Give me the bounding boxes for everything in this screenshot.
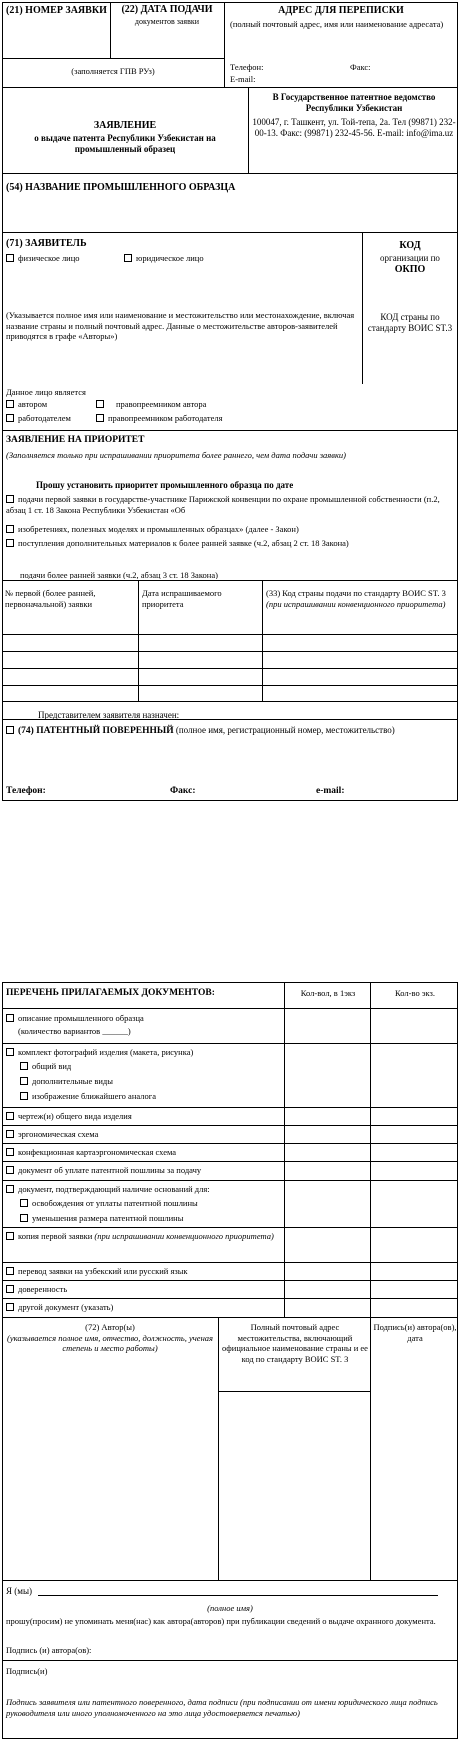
filled-by-note: (заполняется ГПВ РУз) xyxy=(71,66,155,76)
representative-assigned: Представителем заявителя назначен: xyxy=(38,710,180,720)
doc-translation-label: перевод заявки на узбекский или русский язык xyxy=(18,1266,188,1276)
filing-date-sublabel: документов заявки xyxy=(134,16,200,26)
assignee-employer-label: правопреемником работодателя xyxy=(108,413,223,423)
email-label: e-mail: xyxy=(316,786,345,796)
country-code-col-note: (при испрашивании конвенционного приоритета) xyxy=(266,598,446,609)
priority-additional-checkbox[interactable] xyxy=(6,539,14,547)
attorney-label: (74) ПАТЕНТНЫЙ ПОВЕРЕННЫЙ xyxy=(18,726,174,736)
is-person-label: Данное лицо является xyxy=(6,387,86,397)
design-name-label: (54) НАЗВАНИЕ ПРОМЫШЛЕННОГО ОБРАЗЦА xyxy=(6,182,236,193)
author-label: автором xyxy=(18,399,48,409)
doc-translation-checkbox[interactable] xyxy=(6,1267,14,1275)
doc-other-checkbox[interactable] xyxy=(6,1303,14,1311)
applicant-label: (71) ЗАЯВИТЕЛЬ xyxy=(6,238,87,249)
country-code-label: КОД страны по стандарту ВОИС ST.3 xyxy=(367,312,453,334)
priority-earlier-label: подачи более ранней заявки (ч.2, абзац 3 ст. 18 Закона) xyxy=(20,570,218,579)
doc-additional-views-checkbox[interactable] xyxy=(20,1077,28,1085)
documents-title: ПЕРЕЧЕНЬ ПРИЛАГАЕМЫХ ДОКУМЕНТОВ: xyxy=(6,988,215,998)
doc-drawings-checkbox[interactable] xyxy=(6,1112,14,1120)
doc-ergonomic-label: эргономическая схема xyxy=(18,1129,99,1139)
doc-ergonomic-checkbox[interactable] xyxy=(6,1130,14,1138)
assignee-author-label: правопреемником автора xyxy=(116,399,207,409)
correspondence-title: АДРЕС ДЛЯ ПЕРЕПИСКИ xyxy=(278,5,404,16)
doc-fee-reduce-label: уменьшения размера патентной пошлины xyxy=(32,1213,184,1223)
physical-person-checkbox[interactable] xyxy=(6,254,14,262)
corr-email-label: E-mail: xyxy=(230,74,256,84)
corr-phone-label: Телефон: xyxy=(230,62,264,72)
priority-note: (Заполняется только при испрашивании приоритета более раннего, чем дата подачи заявки) xyxy=(6,450,346,460)
signature-label: Подпись(и) xyxy=(6,1666,48,1676)
authors-note: (указывается полное имя, отчество, должность, ученая степень и место работы) xyxy=(6,1332,213,1354)
employer-checkbox[interactable] xyxy=(6,414,14,422)
doc-drawings-label: чертеж(и) общего вида изделия xyxy=(18,1111,132,1121)
doc-description-checkbox[interactable] xyxy=(6,1014,14,1022)
doc-description-label: описание промышленного образца xyxy=(18,1013,144,1023)
doc-other-label: другой документ (указать) xyxy=(18,1302,114,1312)
corr-fax-label: Факс: xyxy=(350,62,371,72)
sheets-col-header: Кол-вол, в 1экз xyxy=(300,988,356,998)
priority-title: ЗАЯВЛЕНИЕ НА ПРИОРИТЕТ xyxy=(6,435,145,445)
correspondence-sublabel: (полный почтовый адрес, имя или наименование адресата) xyxy=(230,19,444,29)
doc-first-app-copy-note: (при испрашивании конвенционного приоритета) xyxy=(94,1231,274,1241)
doc-power-of-attorney-checkbox[interactable] xyxy=(6,1285,14,1293)
doc-grounds-checkbox[interactable] xyxy=(6,1185,14,1193)
priority-law-checkbox[interactable] xyxy=(6,525,14,533)
doc-general-view-checkbox[interactable] xyxy=(20,1062,28,1070)
phone-label: Телефон: xyxy=(6,786,46,796)
address-col-header: Полный почтовый адрес местожительства, включающий официальное наименование страны и ее код по стандарту ВОИС ST. 3 xyxy=(222,1322,368,1364)
doc-fee-reduce-checkbox[interactable] xyxy=(20,1214,28,1222)
doc-power-of-attorney-label: доверенность xyxy=(18,1284,68,1294)
doc-confection-label: конфекционная картаэргономическая схема xyxy=(18,1147,177,1157)
i-we-label: Я (мы) xyxy=(6,1586,32,1596)
physical-person-label: физическое лицо xyxy=(18,253,80,263)
statement-subtitle: о выдаче патента Республики Узбекистан на промышленный образец xyxy=(34,132,216,154)
doc-first-app-copy-checkbox[interactable] xyxy=(6,1232,14,1240)
i-we-name-line[interactable] xyxy=(38,1595,438,1596)
country-code-col: (33) Код страны подачи по стандарту ВОИС ST. 3 xyxy=(266,588,446,598)
doc-fee-exempt-label: освобождения от уплаты патентной пошлины xyxy=(32,1198,198,1208)
applicant-note: (Указывается полное имя или наименование и местожительство или местонахождение, включая название страны и полный почтовый адрес. Данные о местожительстве авторов-заявителей приводятся в графе «Авторы») xyxy=(6,310,355,342)
author-checkbox[interactable] xyxy=(6,400,14,408)
doc-photos-label: комплект фотографий изделия (макета, рисунка) xyxy=(18,1047,194,1057)
doc-analog-image-label: изображение ближайшего аналога xyxy=(32,1091,156,1101)
code-sublabel: организации по xyxy=(380,252,440,263)
okpo-label: ОКПО xyxy=(394,263,426,275)
code-title: КОД xyxy=(399,240,421,251)
priority-date-col: Дата испрашиваемого приоритета xyxy=(142,588,222,609)
priority-paris-label: подачи первой заявки в государстве-участнике Парижской конвенции по охране промышленной собственности (п.2, абзац 1 ст. 18 Закона Республики Узбекистан «Об xyxy=(6,494,440,515)
full-name-caption: (полное имя) xyxy=(207,1603,253,1613)
priority-paris-checkbox[interactable] xyxy=(6,495,14,503)
doc-additional-views-label: дополнительные виды xyxy=(32,1076,113,1086)
priority-request: Прошу установить приоритет промышленного образца по дате xyxy=(36,480,294,490)
legal-entity-label: юридическое лицо xyxy=(136,253,204,263)
signature-col-header: Подпись(и) автора(ов), дата xyxy=(373,1322,457,1343)
doc-fee-payment-label: документ об уплате патентной пошлины за подачу xyxy=(18,1165,202,1175)
filing-date-label: (22) ДАТА ПОДАЧИ xyxy=(121,4,213,15)
patent-office-name: В Государственное патентное ведомство Республики Узбекистан xyxy=(272,92,436,114)
attorney-checkbox[interactable] xyxy=(6,726,14,734)
priority-law-label: изобретениях, полезных моделях и промышленных образцах» (далее - Закон) xyxy=(18,524,299,534)
author-signature-label: Подпись (и) автора(ов): xyxy=(6,1645,92,1655)
doc-general-view-label: общий вид xyxy=(32,1061,72,1071)
attorney-note: (полное имя, регистрационный номер, местожительство) xyxy=(175,725,395,735)
statement-title: ЗАЯВЛЕНИЕ xyxy=(93,120,157,131)
priority-additional-label: поступления дополнительных материалов к более ранней заявке (ч.2, абзац 2 ст. 18 Закона) xyxy=(18,538,349,548)
doc-first-app-copy-label: копия первой заявки xyxy=(18,1231,93,1241)
signature-note: Подпись заявителя или патентного поверенного, дата подписи (при подписании от имени юридического лица подпись руководителя или иного уполномоченного на это лица удостоверяется печатью) xyxy=(6,1697,438,1718)
doc-fee-payment-checkbox[interactable] xyxy=(6,1166,14,1174)
assignee-employer-checkbox[interactable] xyxy=(96,414,104,422)
doc-confection-checkbox[interactable] xyxy=(6,1148,14,1156)
copies-col-header: Кол-во экз. xyxy=(395,988,435,998)
first-application-col: № первой (более ранней, первоначальной) заявки xyxy=(5,588,96,609)
doc-fee-exempt-checkbox[interactable] xyxy=(20,1199,28,1207)
doc-grounds-label: документ, подтверждающий наличие оснований для: xyxy=(18,1184,210,1194)
assignee-author-checkbox[interactable] xyxy=(96,400,104,408)
patent-office-address: 100047, г. Ташкент, ул. Той-тепа, 2а. Тел (99871) 232-00-13. Факс: (99871) 232-45-56. E-mail: info@ima.uz xyxy=(252,116,456,138)
doc-variants-label: (количество вариантов ______) xyxy=(18,1026,131,1036)
fax-label: Факс: xyxy=(170,786,196,796)
application-number-label: (21) НОМЕР ЗАЯВКИ xyxy=(6,5,107,16)
doc-analog-image-checkbox[interactable] xyxy=(20,1092,28,1100)
legal-entity-checkbox[interactable] xyxy=(124,254,132,262)
doc-photos-checkbox[interactable] xyxy=(6,1048,14,1056)
authors-label: (72) Автор(ы) xyxy=(85,1322,135,1332)
employer-label: работодателем xyxy=(18,413,71,423)
do-not-mention-request: прошу(просим) не упоминать меня(нас) как автора(авторов) при публикации сведений о выдаче охранного документа. xyxy=(6,1616,436,1626)
